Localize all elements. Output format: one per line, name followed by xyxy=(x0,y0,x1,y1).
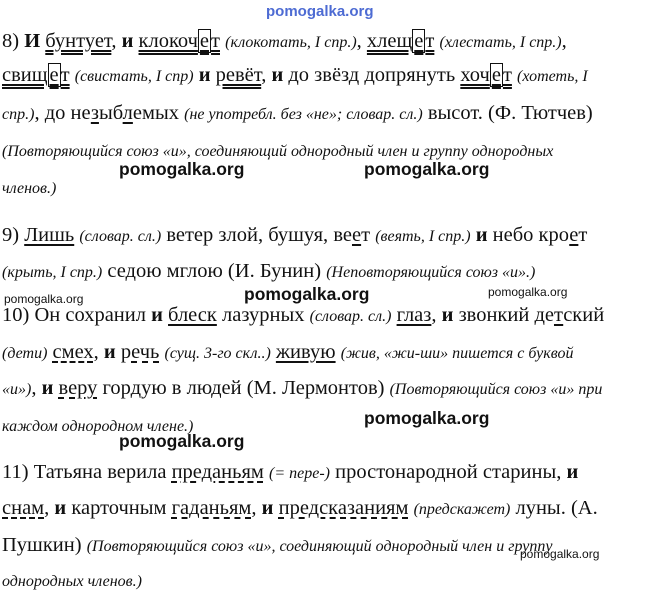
text: небо кро xyxy=(492,224,570,246)
ending-box: е xyxy=(199,30,210,52)
sentence-10-line-2 xyxy=(2,340,573,366)
conjunction: и xyxy=(441,304,454,326)
word-part: з xyxy=(90,102,99,124)
watermark: pomogalka.org xyxy=(119,159,245,179)
conjunction: и xyxy=(566,461,579,483)
object: гаданьям xyxy=(171,497,252,519)
sentence-8-line-5 xyxy=(2,175,56,201)
sentence-11-line-4 xyxy=(2,568,142,594)
conjunction: и xyxy=(121,30,134,52)
text: высот. (Ф. Тютчев) xyxy=(427,102,593,124)
predicate: бунтует xyxy=(45,30,112,52)
note: «и») xyxy=(2,381,32,398)
conjunction: и xyxy=(151,304,163,326)
word xyxy=(71,102,179,124)
word-part: е xyxy=(569,224,579,246)
word-part: т xyxy=(361,224,371,246)
object: глаз xyxy=(396,304,432,326)
word-part: клокоч xyxy=(138,30,198,52)
conjunction: и xyxy=(41,377,54,399)
sentence-11-line-3 xyxy=(2,533,552,559)
comma: , xyxy=(111,30,117,52)
object: преданьям xyxy=(171,461,264,483)
note: (словар. сл.) xyxy=(79,228,162,245)
note: (дети) xyxy=(2,345,48,362)
word-part: л xyxy=(122,102,133,124)
word-part: е xyxy=(351,224,362,246)
text: ветер злой, бушуя, xyxy=(166,224,329,246)
text: Он сохранил xyxy=(34,304,146,326)
word-part: не xyxy=(70,102,91,124)
comma: , xyxy=(31,377,37,399)
sentence-number: 9) xyxy=(2,224,20,246)
word-part: т xyxy=(425,30,435,52)
conjunction: и xyxy=(54,497,67,519)
watermark: pomogalka.org xyxy=(520,547,600,561)
text: простонародной старины, xyxy=(335,461,562,483)
comma: , xyxy=(356,30,362,52)
note: (хлестать, I спр.) xyxy=(439,34,562,51)
object: блеск xyxy=(168,304,217,326)
note: каждом однородном члене.) xyxy=(2,418,194,435)
word: живую xyxy=(275,341,336,363)
text: гордую в людей (М. Лермонтов) xyxy=(102,377,385,399)
note: (Повторяющийся союз «и», соединяющий однородный член и группу однородных xyxy=(2,143,554,160)
conjunction: и xyxy=(475,224,488,246)
comma: , xyxy=(44,497,50,519)
predicate xyxy=(2,63,70,87)
sentence-11-line-1 xyxy=(2,460,578,486)
watermark: pomogalka.org xyxy=(364,408,490,428)
ending-box: е xyxy=(491,64,501,86)
comma: , xyxy=(431,304,437,326)
word-part: т xyxy=(553,304,564,326)
watermark: pomogalka.org xyxy=(364,159,490,179)
sentence-10-line-1 xyxy=(2,303,604,329)
text: седою мглою (И. Бунин) xyxy=(107,260,322,282)
comma: , xyxy=(561,30,567,52)
predicate xyxy=(367,29,434,53)
sentence-number: 11) xyxy=(2,461,29,483)
sentence-number: 10) xyxy=(2,304,30,326)
note: (сущ. 3-го скл..) xyxy=(164,345,271,362)
text: ский xyxy=(563,304,605,326)
comma: , xyxy=(261,64,267,86)
sentence-9-line-2 xyxy=(2,259,535,285)
word-part: ве xyxy=(333,224,352,246)
sentence-8-line-1 xyxy=(2,29,567,55)
conjunction: и xyxy=(198,64,211,86)
conjunction: и xyxy=(261,497,274,519)
note: (предскажет) xyxy=(413,501,511,518)
note: (свистать, I спр) xyxy=(74,68,194,85)
note: (жив, «жи-ши» пишется с буквой xyxy=(340,345,574,362)
note: (словар. сл.) xyxy=(309,308,392,325)
note: (Повторяющийся союз «и» при xyxy=(389,381,603,398)
sentence-10-line-3 xyxy=(2,376,602,402)
text: до звёзд допрянуть xyxy=(288,64,456,86)
watermark-top: pomogalka.org xyxy=(266,3,374,20)
text: Татьяна верила xyxy=(33,461,167,483)
sentence-number: 8) xyxy=(2,30,20,52)
object: предсказаниям xyxy=(278,497,409,519)
word-part: емых xyxy=(132,102,179,124)
watermark: pomogalka.org xyxy=(119,431,245,451)
watermark: pomogalka.org xyxy=(4,292,84,306)
note: (веять, I спр.) xyxy=(375,228,471,245)
word xyxy=(333,224,370,246)
predicate xyxy=(139,29,220,53)
predicate xyxy=(460,63,512,87)
ending-box: е xyxy=(414,30,424,52)
note: (хотеть, I xyxy=(517,68,588,85)
text: , до xyxy=(34,102,66,124)
word-part: т xyxy=(211,30,220,52)
text: карточным xyxy=(71,497,167,519)
word-part: хоч xyxy=(460,64,490,86)
word-part: т xyxy=(578,224,588,246)
sentence-8-line-2 xyxy=(2,63,588,89)
note: членов.) xyxy=(2,180,57,197)
ending-box: е xyxy=(49,64,59,86)
note: (клокотать, I спр.) xyxy=(225,34,357,51)
word: Лишь xyxy=(24,224,75,246)
sentence-11-line-2 xyxy=(2,496,598,522)
text: лазурных xyxy=(221,304,305,326)
watermark: pomogalka.org xyxy=(244,284,370,304)
text: Пушкин) xyxy=(2,534,82,556)
word-part: свищ xyxy=(2,64,48,86)
sentence-8-line-3 xyxy=(2,101,593,127)
watermark: pomogalka.org xyxy=(488,285,568,299)
text: звонкий де xyxy=(458,304,554,326)
note: (= пере-) xyxy=(269,465,330,482)
text: луны. (А. xyxy=(515,497,598,519)
note: (Повторяющийся союз «и», соединяющий однородный член и группу xyxy=(86,538,553,555)
object: снам xyxy=(2,497,45,519)
comma: , xyxy=(251,497,257,519)
object: веру xyxy=(58,377,98,399)
conjunction: и xyxy=(103,341,116,363)
object: речь xyxy=(120,341,160,363)
conjunction: и xyxy=(271,64,284,86)
comma: , xyxy=(93,341,99,363)
note: (крыть, I спр.) xyxy=(2,264,103,281)
conjunction: И xyxy=(24,30,41,52)
word-part: хлещ xyxy=(366,30,413,52)
word-part: т xyxy=(502,64,512,86)
word-part: т xyxy=(60,64,70,86)
word-part: ыб xyxy=(98,102,123,124)
note: спр.) xyxy=(2,106,35,123)
note: (не употребл. без «не»; словар. сл.) xyxy=(184,106,423,123)
object: смех xyxy=(52,341,94,363)
note: (Неповторяющийся союз «и».) xyxy=(326,264,536,281)
note: однородных членов.) xyxy=(2,573,142,590)
predicate: ревёт xyxy=(215,64,262,86)
sentence-9-line-1 xyxy=(2,223,587,249)
